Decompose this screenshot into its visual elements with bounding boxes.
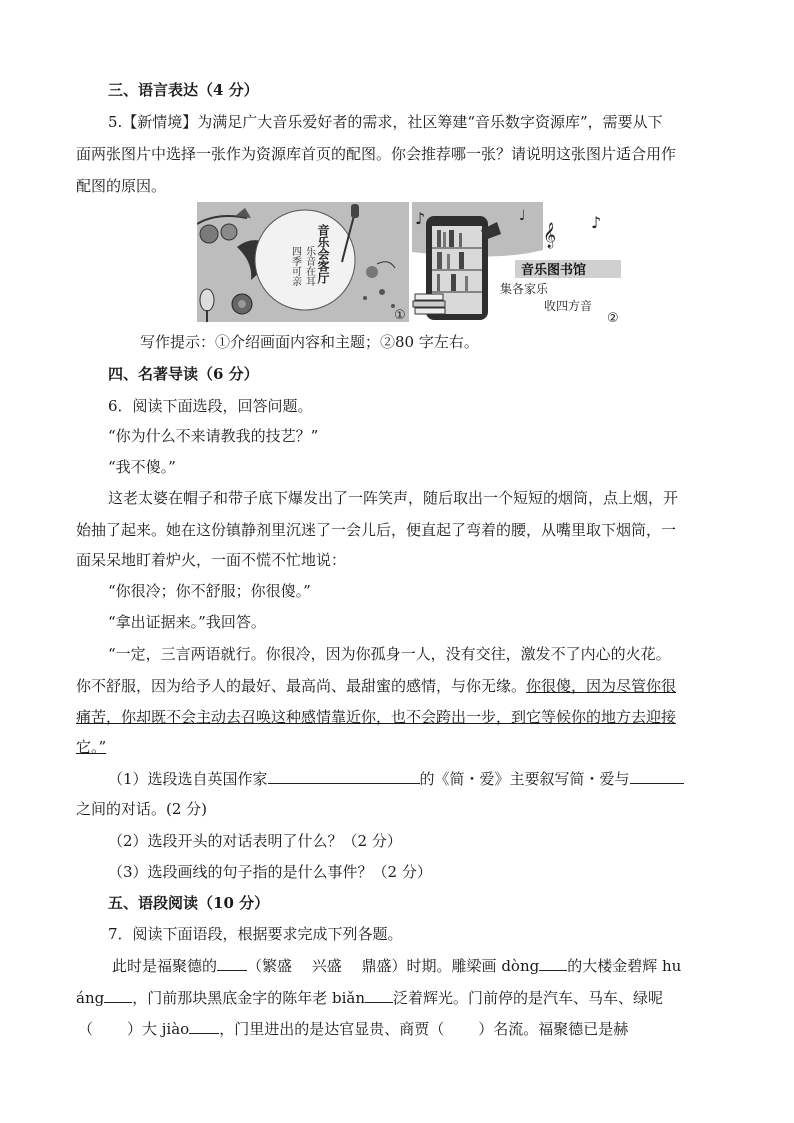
q5-writing-hint: 写作提示：①介绍画面内容和主题；②80 字左右。 [140,333,479,351]
answer-blank[interactable] [268,768,420,784]
dialogue-line: “拿出证据来。”我回答。 [108,613,266,631]
section5-heading: 五、语段阅读（10 分） [108,894,270,912]
passage-text: 此时是福聚德的 [112,957,218,975]
q6-prompt: 6．阅读下面选段，回答问题。 [108,397,313,415]
passage-text: áng [76,989,105,1007]
image2-music-library [412,202,621,322]
passage-text: ）名流。福聚德已是赫 [478,1020,629,1038]
dialogue-line: “你为什么不来请教我的技艺？” [108,427,319,445]
subquestion-text: 的《简・爱》主要叙写简・爱与 [419,770,630,788]
section4-heading: 四、名著导读（6 分） [108,365,259,383]
image1-title: 音乐会客厅 [316,224,330,284]
underlined-sentence: 你很傻，因为尽管你很 [526,677,677,695]
music-note-icon: ♩ [519,208,526,224]
dialogue-line: “我不傻。” [108,458,176,476]
passage-line: 面呆呆地盯着炉火，一面不慌不忙地说： [76,551,347,569]
subquestion-1-cont: 之间的对话。(2 分) [76,800,208,818]
passage-line [76,675,676,697]
image1-music-salon [197,202,409,322]
answer-blank[interactable] [630,768,684,784]
q5-line1: 5.【新情境】为满足广大音乐爱好者的需求，社区筹建“音乐数字资源库”，需要从下 [108,113,663,131]
music-note-icon: ♪ [591,213,602,232]
passage-text: ，门前那块黑底金字的陈年老 biǎn [132,989,365,1007]
passage-line: “一定，三言两语就行。你很冷，因为你孤身一人，没有交往，激发不了内心的火花。 [108,645,671,663]
underlined-sentence: 它。” [76,738,107,756]
underlined-sentence: 痛苦，你却既不会主动去召唤这种感情靠近你，也不会跨出一步，到它等候你的地方去迎接 [76,708,677,726]
image1-marker: ① [394,308,406,322]
q7-prompt: 7．阅读下面语段，根据要求完成下列各题。 [108,925,403,943]
passage-text: 你不舒服，因为给予人的最好、最高尚、最甜蜜的感情，与你无缘。 [76,677,527,695]
treble-clef-icon: 𝄞 [543,223,557,248]
fruit-icon [200,225,218,243]
passage-text: ）大 jiào [127,1020,190,1038]
section3-heading: 三、语言表达（4 分） [108,81,259,99]
answer-blank[interactable] [365,987,393,1003]
image2-title: 音乐图书馆 [521,263,587,278]
passage-text: （ [78,1020,94,1038]
q5-line2: 面两张图片中选择一张作为资源库首页的配图。你会推荐哪一张？请说明这张图片适合用作 [76,145,677,163]
q5-line3: 配图的原因。 [76,177,167,195]
answer-blank[interactable] [539,955,567,971]
passage-text: ，门里进出的是达官显贵、商贾（ [219,1020,445,1038]
passage-line [76,987,663,1009]
passage-text: 泛着辉光。门前停的是汽车、马车、绿呢 [393,989,664,1007]
q5-illustrations [197,202,625,322]
subquestion-2: （2）选段开头的对话表明了什么？（2 分） [108,832,402,850]
image1-subtitle-col2: 乐音在耳 [303,246,315,286]
dialogue-line: “你很冷；你不舒服；你很傻。” [108,582,311,600]
answer-blank[interactable] [104,987,132,1003]
subquestion-text: （1）选段选自英国作家 [108,770,268,788]
image2-marker: ② [607,311,619,322]
passage-text: （繁盛 兴盛 鼎盛）时期。雕梁画 dòng [247,957,540,975]
passage-line: 始抽了起来。她在这份镇静剂里沉迷了一会儿后，便直起了弯着的腰，从嘴里取下烟筒，一 [76,521,677,539]
passage-line [112,955,681,977]
passage-text: 的大楼金碧辉 hu [567,957,682,975]
subquestion-3: （3）选段画线的句子指的是什么事件？（2 分） [108,863,432,881]
music-note-icon: ♪ [415,209,426,228]
answer-blank[interactable] [189,1018,219,1034]
image2-slogan2: 收四方音 [544,299,593,313]
passage-line: 这老太婆在帽子和带子底下爆发出了一阵笑声，随后取出一个短短的烟筒，点上烟，开 [108,489,679,507]
image2-slogan1: 集各家乐 [500,282,549,296]
subquestion-1 [108,768,684,790]
image1-subtitle-col1: 四季可亲 [289,246,301,286]
passage-line [78,1018,628,1040]
fruit-icon [221,224,237,240]
answer-blank[interactable] [217,955,247,971]
